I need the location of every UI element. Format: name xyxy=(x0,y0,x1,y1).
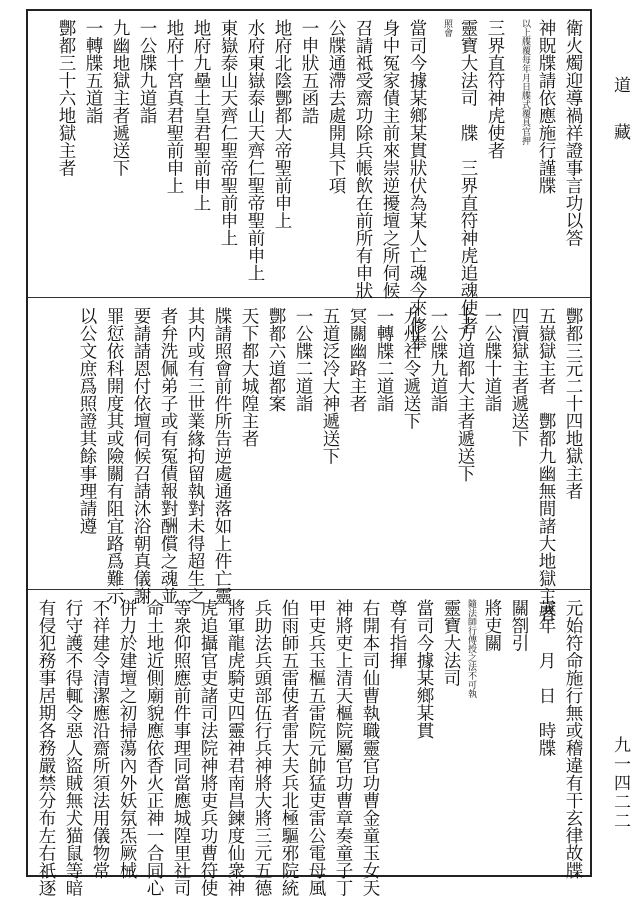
text-column: 十方道都大主者遞送下 xyxy=(455,307,475,482)
small-note: 照會 xyxy=(442,19,452,37)
text-column: 一公牒十道詣 xyxy=(482,307,502,412)
text-column: 牒請照會前件所告逆處通落如上件亡靈 xyxy=(212,307,232,605)
text-column: 一申狀五函誥 xyxy=(299,19,319,124)
text-column: 一轉牒二道詣 xyxy=(374,307,394,412)
text-column: 命土地近側廟貌應依香火正神一合同心 xyxy=(144,599,164,897)
text-column: 地府北陰酆都大帝聖前申上 xyxy=(272,19,292,229)
text-column: 公牒通滯去處開具下項 xyxy=(326,19,346,194)
text-column: 當司今據某鄉某貫 xyxy=(414,599,434,739)
text-column: 罪愆依科開度其或險關有阻宜路爲難示 xyxy=(104,307,124,605)
text-column: 併力於建壇之初掃蕩內外妖氛炁厥械 xyxy=(117,599,137,879)
text-panel-middle xyxy=(34,303,584,622)
page-frame xyxy=(26,9,592,897)
text-column: 關劄引 xyxy=(509,599,529,652)
section-divider xyxy=(28,297,590,298)
text-column: 天下都大城隍主者 xyxy=(239,307,259,447)
text-column: 五道泛冷大神遞送下 xyxy=(320,307,340,465)
text-column: 元始符命施行無或稽違有干玄律故牒 xyxy=(563,599,583,879)
text-column: 將軍龍虎騎吏四靈神君南昌鍊度仙衆神 xyxy=(225,599,245,897)
text-column: 東嶽泰山天齊仁聖帝聖前申上 xyxy=(218,19,238,247)
text-column: 將吏關 xyxy=(482,599,502,652)
text-column: 地府十宮真君聖前申上 xyxy=(164,19,184,194)
text-column: 者弁洗佩弟子或有冤債報對酬償之魂並 xyxy=(158,307,178,605)
small-note: 隨法師行傳授之法不可執 xyxy=(466,599,476,698)
text-panel-bottom xyxy=(34,595,584,897)
text-column: 酆都三元二十四地獄主者 xyxy=(563,307,583,500)
text-column: 四瀆獄主者遞送下 xyxy=(509,307,529,447)
text-column: 有侵犯務事居期各務嚴禁分布左右祇逐 xyxy=(36,599,56,897)
text-column: 靈寶大法司 牒 三界直符神虎追魂使者 xyxy=(458,19,478,334)
text-column: 右開本司仙曹執職靈官功曹金童玉女天 xyxy=(360,599,380,897)
text-column: 一轉牒五道詣 xyxy=(83,19,103,124)
text-column: 伯雨師五雷使者雷大夫兵北極驅邪院統 xyxy=(279,599,299,897)
text-column: 尊有指揮 xyxy=(387,599,407,669)
text-panel-top xyxy=(34,15,584,352)
text-column: 酆都三十六地獄主者 xyxy=(56,19,76,177)
text-column: 九州社令遞送下 xyxy=(401,307,421,430)
text-column: 地府九壘土皇君聖前申上 xyxy=(191,19,211,212)
text-column: 以公文庶爲照證其餘事理請遵 xyxy=(77,307,97,535)
small-note: 以上牒覆每年月日牒式覆具官押 xyxy=(520,19,530,145)
text-column: 水府東嶽泰山天齊仁聖帝聖前申上 xyxy=(245,19,265,282)
text-column: 一公牒九道詣 xyxy=(428,307,448,412)
text-column: 衛火燭迎導禍祥證事言功以答 xyxy=(563,19,583,247)
text-column: 一公牒二道詣 xyxy=(293,307,313,412)
text-column: 神貺牒請依應施行謹牒 xyxy=(536,19,556,194)
text-column: 三界直符神虎使者 xyxy=(485,19,505,159)
text-column: 不祥建令清潔應沿齋所須法用儀物常 xyxy=(90,599,110,879)
text-column: 神將吏上清天樞院屬官功曹章奏童子丁 xyxy=(333,599,353,897)
text-column: 身中冤家債主前來崇逆擾壇之所伺候 xyxy=(380,19,400,299)
text-column: 一公牒九道詣 xyxy=(137,19,157,124)
text-column: 靈寶大法司 xyxy=(441,599,461,687)
text-column: 甲吏兵玉樞五雷院元帥猛吏雷公電母風 xyxy=(306,599,326,897)
collection-title: 道藏 xyxy=(610,76,630,170)
text-column: 酆都六道都案 xyxy=(266,307,286,412)
text-column: 行守護不得輒令惡人盜賊無犬猫鼠等暗 xyxy=(63,599,83,897)
text-column: 九幽地獄主者遞送下 xyxy=(110,19,130,177)
text-column: 冥關幽路主者 xyxy=(347,307,367,412)
text-column: 當司今據某鄉某貫狀伏為某人亡魂今來修奉 xyxy=(407,19,427,352)
text-column: 等衆仰照應前件事理同當應城隍里社司 xyxy=(171,599,191,897)
text-column: 五嶽獄主者 酆都九幽無間諸大地獄主者 xyxy=(536,307,556,622)
text-column: 召請祗受齋功除兵帳飲在前所有申狀 xyxy=(353,19,373,299)
text-column: 要請請恩付依壇伺候召請沐浴朝真儀謝 xyxy=(131,307,151,605)
text-column: 其内或有三世業緣拘留執對未得超生之 xyxy=(185,307,205,605)
text-column: 歲年 月 日 時牒 xyxy=(536,599,556,757)
page-number: 九一四二二 xyxy=(610,736,630,831)
text-column: 兵助法兵頭部伍行兵神將大將三元五德 xyxy=(252,599,272,897)
text-column: 虎追攝官吏諸司法院神將吏兵功曹符使 xyxy=(198,599,218,897)
